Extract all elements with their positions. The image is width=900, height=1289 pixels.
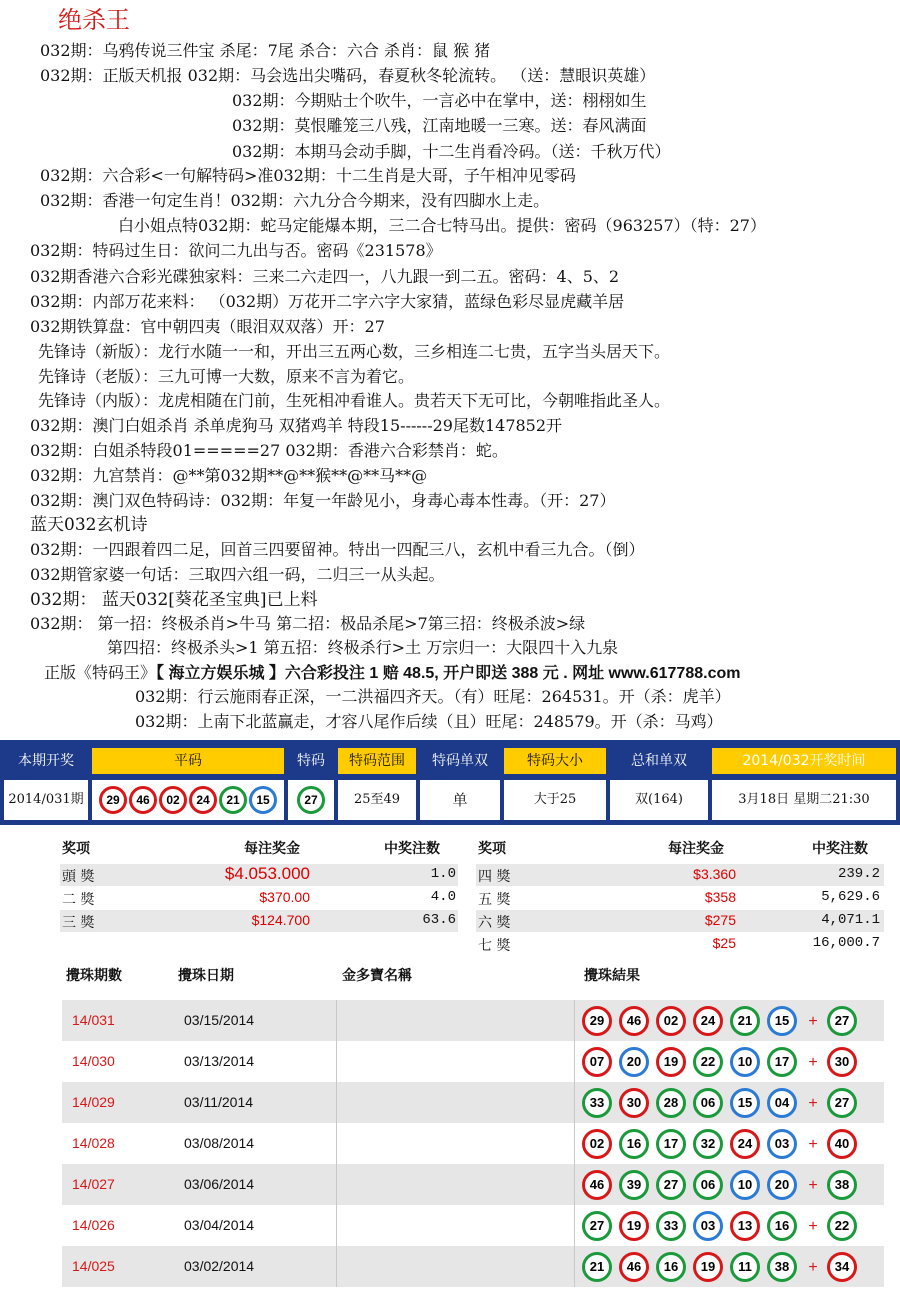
header-special-odd-even: 特码单双 <box>420 748 500 774</box>
prize-count: 5,629.6 <box>821 889 880 905</box>
text-line-20: 蓝天032玄机诗 <box>30 515 148 535</box>
lottery-ball: 11 <box>730 1252 760 1282</box>
column-divider <box>336 1246 337 1287</box>
lottery-ball: 15 <box>249 786 277 814</box>
text-line-14: 先锋诗（老版）：三九可博一大数，原来不言为着它。 <box>38 367 415 386</box>
history-date: 03/04/2014 <box>184 1217 255 1233</box>
text-line-18: 032期：九宫禁肖：@**第032期**@**猴**@**马**@ <box>30 466 428 485</box>
text-line-1: 032期：乌鸦传说三件宝 杀尾：7尾 杀合：六合 杀肖：鼠 猴 猪 <box>40 41 491 60</box>
lottery-ball: 02 <box>582 1129 612 1159</box>
header-next-draw-time: 2014/032开奖时间 <box>712 748 896 774</box>
draw-range: 25至49 <box>338 780 416 820</box>
text-line-26: 032期：行云施雨春正深，一二洪福四齐天。（有）旺尾：264531。开（杀：虎羊） <box>135 687 731 706</box>
header-normal-numbers: 平码 <box>92 748 284 774</box>
history-balls <box>582 1041 864 1082</box>
header-special-number: 特码 <box>288 748 334 774</box>
history-row <box>62 1000 884 1041</box>
prize-name: 七 獎 <box>478 938 511 954</box>
lottery-ball: 21 <box>582 1252 612 1282</box>
lottery-ball: 15 <box>767 1006 797 1036</box>
prize-name: 二 獎 <box>62 892 95 908</box>
history-balls <box>582 1164 864 1205</box>
plus-sign: + <box>808 1217 818 1235</box>
lottery-ball: 20 <box>619 1047 649 1077</box>
special-ball: 27 <box>827 1088 857 1118</box>
column-divider <box>574 1164 575 1205</box>
draw-result-table <box>0 740 900 825</box>
prize-count: 63.6 <box>422 912 456 928</box>
text-line-12: 032期铁算盘：官中朝四夷（眼泪双双落）开：27 <box>30 317 385 336</box>
lottery-ball: 46 <box>619 1252 649 1282</box>
page-title: 绝杀王 <box>58 6 130 34</box>
history-row <box>62 1082 884 1123</box>
prize-amount: $124.700 <box>251 912 310 928</box>
prize-count: 4.0 <box>430 889 456 905</box>
lottery-ball: 38 <box>767 1252 797 1282</box>
column-divider <box>336 1205 337 1246</box>
text-line-8: 白小姐点特032期：蛇马定能爆本期，三二合七特马出。提供：密码（963257）（特：27） <box>118 216 766 235</box>
prize-name: 三 獎 <box>62 915 95 931</box>
draw-sum: 双(164) <box>610 780 708 820</box>
lottery-ball: 17 <box>656 1129 686 1159</box>
lottery-ball: 16 <box>619 1129 649 1159</box>
prize-header-count: 中奖注数 <box>384 841 440 857</box>
history-row <box>62 1205 884 1246</box>
draw-size: 大于25 <box>504 780 606 820</box>
prize-count: 16,000.7 <box>812 935 880 951</box>
draw-time: 3月18日 星期二21:30 <box>712 780 896 820</box>
text-line-6: 032期：六合彩<一句解特码>准032期：十二生肖是大哥，子午相冲见零码 <box>40 166 576 185</box>
text-line-3: 032期：今期贴士个吹牛，一言必中在掌中，送：栩栩如生 <box>232 91 647 110</box>
lottery-ball: 27 <box>656 1170 686 1200</box>
text-line-15: 先锋诗（内版）：龙虎相随在门前，生死相冲看谁人。贵若天下无可比，今朝唯指此圣人。 <box>38 391 671 410</box>
history-header-result: 攪珠結果 <box>584 968 640 984</box>
special-ball: 34 <box>827 1252 857 1282</box>
prize-amount: $25 <box>712 935 736 951</box>
lottery-ball: 17 <box>767 1047 797 1077</box>
history-period: 14/028 <box>72 1135 115 1151</box>
history-period: 14/029 <box>72 1094 115 1110</box>
lottery-ball: 24 <box>730 1129 760 1159</box>
history-balls <box>582 1082 864 1123</box>
text-line-19: 032期：澳门双色特码诗：032期：年复一年龄见小，身毒心毒本性毒。（开：27） <box>30 491 616 510</box>
lottery-ball: 03 <box>693 1211 723 1241</box>
header-current-draw: 本期开奖 <box>4 748 88 774</box>
lottery-ball: 02 <box>159 786 187 814</box>
history-date: 03/11/2014 <box>184 1094 254 1110</box>
column-divider <box>574 1000 575 1041</box>
column-divider <box>336 1123 337 1164</box>
column-divider <box>574 1205 575 1246</box>
prize-amount: $370.00 <box>259 889 310 905</box>
history-header-period: 攪珠期數 <box>66 968 122 984</box>
lottery-ball: 20 <box>767 1170 797 1200</box>
ad-prefix: 正版《特码王》 <box>44 663 157 682</box>
column-divider <box>336 1041 337 1082</box>
lottery-ball: 16 <box>656 1252 686 1282</box>
lottery-ball: 19 <box>619 1211 649 1241</box>
lottery-ball: 33 <box>656 1211 686 1241</box>
prize-name: 四 獎 <box>478 869 511 885</box>
history-balls <box>582 1000 864 1041</box>
lottery-ball: 29 <box>582 1006 612 1036</box>
history-period: 14/026 <box>72 1217 115 1233</box>
history-period: 14/027 <box>72 1176 115 1192</box>
plus-sign: + <box>808 1176 818 1194</box>
prize-count: 239.2 <box>837 866 880 882</box>
prize-amount: $358 <box>704 889 736 905</box>
text-line-24: 032期： 第一招：终极杀肖>牛马 第二招：极品杀尾>7第三招：终极杀波>绿 <box>30 614 586 633</box>
lottery-ball: 07 <box>582 1047 612 1077</box>
text-line-21: 032期：一四跟着四二足，回首三四要留神。特出一四配三八，玄机中看三九合。（倒） <box>30 540 645 559</box>
lottery-ball: 21 <box>219 786 247 814</box>
text-line-4: 032期：莫恨雕笼三八残，江南地暖一三寒。送：春风满面 <box>232 116 647 135</box>
prize-name: 頭 獎 <box>62 869 95 885</box>
text-line-17: 032期：白姐杀特段01=====27 032期：香港六合彩禁肖：蛇。 <box>30 441 508 460</box>
text-line-27: 032期：上南下北蓝赢走，才容八尾作后续（且）旺尾：248579。开（杀：马鸡） <box>135 712 723 731</box>
text-line-9: 032期：特码过生日：欲问二九出与否。密码《231578》 <box>30 241 442 260</box>
prize-count: 4,071.1 <box>821 912 880 928</box>
draw-special-ball <box>288 780 334 820</box>
plus-sign: + <box>808 1135 818 1153</box>
prize-amount: $3.360 <box>693 866 736 882</box>
header-sum-odd-even: 总和单双 <box>610 748 708 774</box>
column-divider <box>336 1000 337 1041</box>
lottery-ball: 06 <box>693 1088 723 1118</box>
text-line-25: 第四招：终极杀头>1 第五招：终极杀行>土 万宗归一：大限四十入九泉 <box>107 638 619 657</box>
column-divider <box>574 1246 575 1287</box>
special-ball: 27 <box>827 1006 857 1036</box>
lottery-ball: 46 <box>582 1170 612 1200</box>
header-special-size: 特码大小 <box>504 748 606 774</box>
lottery-ball: 10 <box>730 1170 760 1200</box>
history-balls <box>582 1205 864 1246</box>
lottery-ball: 22 <box>693 1047 723 1077</box>
history-date: 03/02/2014 <box>184 1258 255 1274</box>
special-ball: 30 <box>827 1047 857 1077</box>
history-date: 03/13/2014 <box>184 1053 255 1069</box>
lottery-ball: 21 <box>730 1006 760 1036</box>
special-ball: 27 <box>297 786 325 814</box>
plus-sign: + <box>808 1053 818 1071</box>
prize-header-name: 奖项 <box>62 841 90 857</box>
plus-sign: + <box>808 1094 818 1112</box>
prize-header-amount-2: 每注奖金 <box>668 841 724 857</box>
lottery-ball: 19 <box>693 1252 723 1282</box>
lottery-ball: 19 <box>656 1047 686 1077</box>
lottery-ball: 27 <box>582 1211 612 1241</box>
history-date: 03/15/2014 <box>184 1012 255 1028</box>
lottery-ball: 16 <box>767 1211 797 1241</box>
lottery-ball: 06 <box>693 1170 723 1200</box>
text-line-22: 032期管家婆一句话：三取四六组一码，二归三一从头起。 <box>30 565 445 584</box>
text-line-16: 032期：澳门白姐杀肖 杀单虎狗马 双猪鸡羊 特段15------29尾数147852开 <box>30 416 563 435</box>
lottery-ball: 02 <box>656 1006 686 1036</box>
text-line-13: 先锋诗（新版）：龙行水随一一和，开出三五两心数，三乡相连二七贵，五字当头居天下。 <box>38 342 671 361</box>
lottery-ball: 33 <box>582 1088 612 1118</box>
prize-header-name-2: 奖项 <box>478 841 506 857</box>
lottery-ball: 13 <box>730 1211 760 1241</box>
column-divider <box>574 1123 575 1164</box>
draw-normal-balls <box>92 780 284 820</box>
history-row <box>62 1123 884 1164</box>
ad-highlight: 【 海立方娱乐城 】六合彩投注 1 赔 48.5, 开户即送 388 元 . 网址 www.617788.com <box>156 665 741 682</box>
special-ball: 40 <box>827 1129 857 1159</box>
history-date: 03/08/2014 <box>184 1135 255 1151</box>
column-divider <box>574 1082 575 1123</box>
lottery-ball: 30 <box>619 1088 649 1118</box>
prize-amount: $4.053.000 <box>224 864 310 883</box>
lottery-ball: 46 <box>129 786 157 814</box>
column-divider <box>336 1164 337 1205</box>
prize-amount: $275 <box>704 912 736 928</box>
lottery-ball: 39 <box>619 1170 649 1200</box>
lottery-ball: 10 <box>730 1047 760 1077</box>
lottery-ball: 24 <box>189 786 217 814</box>
plus-sign: + <box>808 1258 818 1276</box>
history-balls <box>582 1123 864 1164</box>
text-line-10: 032期香港六合彩光碟独家料：三来二六走四一，八九跟一到二五。密码：4、5、2 <box>30 267 620 286</box>
lottery-ball: 24 <box>693 1006 723 1036</box>
prize-header-amount: 每注奖金 <box>244 841 300 857</box>
lottery-ball: 15 <box>730 1088 760 1118</box>
prize-header-count-2: 中奖注数 <box>812 841 868 857</box>
ad-banner[interactable] <box>44 660 740 683</box>
lottery-ball: 32 <box>693 1129 723 1159</box>
text-line-23: 032期： 蓝天032[葵花圣宝典]已上料 <box>30 590 318 610</box>
history-balls <box>582 1246 864 1287</box>
plus-sign: + <box>808 1012 818 1030</box>
text-line-7: 032期：香港一句定生肖！032期：六九分合今期来，没有四脚水上走。 <box>40 191 550 210</box>
column-divider <box>574 1041 575 1082</box>
lottery-ball: 46 <box>619 1006 649 1036</box>
history-period: 14/030 <box>72 1053 115 1069</box>
lottery-ball: 28 <box>656 1088 686 1118</box>
special-ball: 38 <box>827 1170 857 1200</box>
history-header-name: 金多寶名稱 <box>342 968 412 984</box>
draw-odd-even: 单 <box>420 780 500 820</box>
history-period: 14/025 <box>72 1258 115 1274</box>
history-row <box>62 1164 884 1205</box>
history-row <box>62 1041 884 1082</box>
history-header-date: 攪珠日期 <box>178 968 234 984</box>
lottery-ball: 03 <box>767 1129 797 1159</box>
history-date: 03/06/2014 <box>184 1176 255 1192</box>
text-line-5: 032期：本期马会动手脚，十二生肖看冷码。（送：千秋万代） <box>232 142 671 161</box>
draw-period: 2014/031期 <box>4 780 88 820</box>
history-period: 14/031 <box>72 1012 115 1028</box>
column-divider <box>336 1082 337 1123</box>
prize-name: 五 獎 <box>478 892 511 908</box>
header-special-range: 特码范围 <box>338 748 416 774</box>
prize-count: 1.0 <box>430 866 456 882</box>
text-line-11: 032期：内部万花来料： （032期）万花开二字六字大家猜，蓝绿色彩尽显虎藏羊居 <box>30 292 625 311</box>
lottery-ball: 29 <box>99 786 127 814</box>
history-row <box>62 1246 884 1287</box>
prize-name: 六 獎 <box>478 915 511 931</box>
lottery-ball: 04 <box>767 1088 797 1118</box>
text-line-2: 032期：正版天机报 032期：马会选出尖嘴码，春夏秋冬轮流转。 （送：慧眼识英雄） <box>40 66 656 85</box>
special-ball: 22 <box>827 1211 857 1241</box>
